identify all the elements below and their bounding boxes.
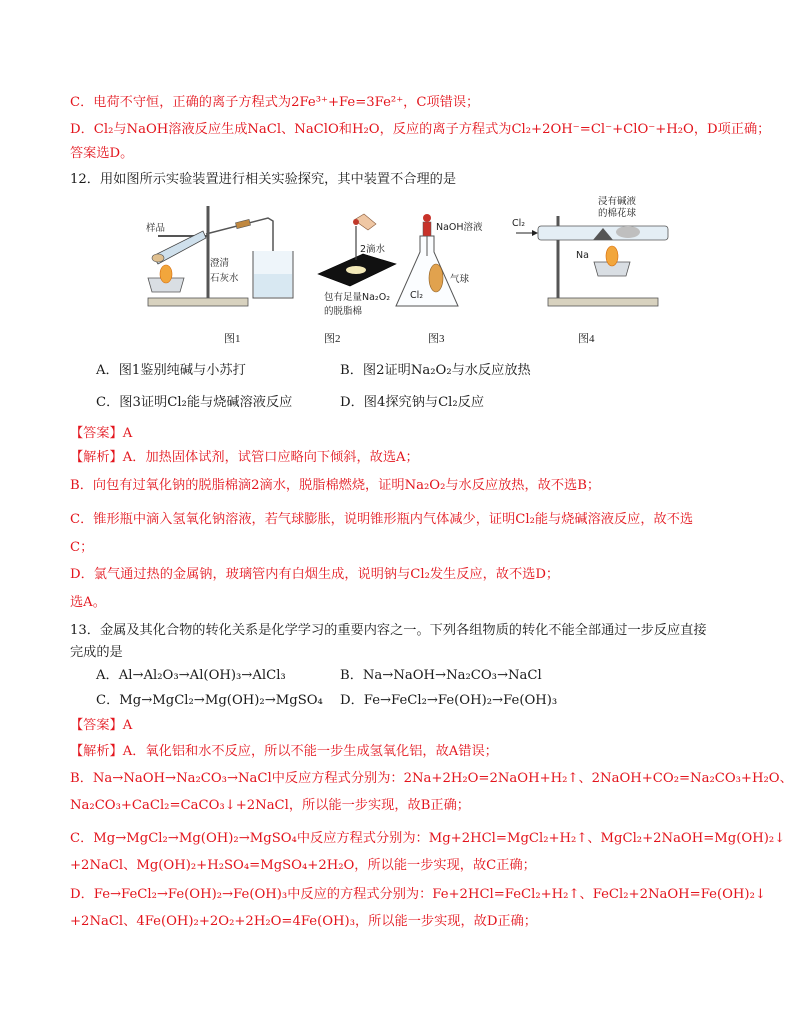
fig1-label-limewater-2: 石灰水 bbox=[210, 273, 239, 284]
q13-analysis-b-2: Na₂CO₃+CaCl₂=CaCO₃↓+2NaCl，所以能一步实现，故B正确； bbox=[70, 798, 470, 813]
q12-option-d: D．图4探究钠与Cl₂反应 bbox=[340, 395, 485, 410]
q13-analysis-c-1: C．Mg→MgCl₂→Mg(OH)₂→MgSO₄中反应方程式分别为：Mg+2HCl=MgCl₂+H₂↑、MgCl₂+2NaOH=Mg(OH)₂↓ bbox=[70, 831, 786, 846]
q13-option-d: D．Fe→FeCl₂→Fe(OH)₂→Fe(OH)₃ bbox=[340, 693, 558, 708]
q11-option-c-explanation: C．电荷不守恒，正确的离子方程式为2Fe³⁺+Fe=3Fe²⁺，C项错误； bbox=[70, 95, 480, 110]
fig2-caption: 图2 bbox=[324, 333, 341, 345]
q12-answer: 【答案】A bbox=[70, 426, 133, 441]
q13-analysis-d-2: +2NaCl、4Fe(OH)₂+2O₂+2H₂O=4Fe(OH)₃，所以能一步实现，故D正确； bbox=[70, 914, 537, 929]
q12-option-b: B．图2证明Na₂O₂与水反应放热 bbox=[340, 363, 531, 378]
fig4-label-cotton-1: 浸有碱液 bbox=[598, 196, 637, 207]
q12-conclusion: 选A。 bbox=[70, 595, 106, 610]
fig2-label-water: 2滴水 bbox=[360, 244, 386, 255]
q12-analysis-c-2: C； bbox=[70, 540, 94, 555]
fig4-caption: 图4 bbox=[578, 333, 595, 345]
q13-analysis-c-2: +2NaCl、Mg(OH)₂+H₂SO₄=MgSO₄+2H₂O，所以能一步实现，故C正确； bbox=[70, 858, 536, 873]
fig1-label-sample: 样品 bbox=[146, 223, 166, 234]
fig4-label-cl2: Cl₂ bbox=[512, 218, 526, 229]
q12-option-a: A．图1鉴别纯碱与小苏打 bbox=[96, 363, 246, 378]
q12-analysis-b: B．向包有过氧化钠的脱脂棉滴2滴水，脱脂棉燃烧，证明Na₂O₂与水反应放热，故不选B； bbox=[70, 478, 601, 493]
fig3-label-cl2: Cl₂ bbox=[410, 290, 424, 301]
q13-option-c: C．Mg→MgCl₂→Mg(OH)₂→MgSO₄ bbox=[96, 693, 323, 708]
q13-option-b: B．Na→NaOH→Na₂CO₃→NaCl bbox=[340, 668, 542, 683]
q12-analysis-d: D．氯气通过热的金属钠，玻璃管内有白烟生成，说明钠与Cl₂发生反应，故不选D； bbox=[70, 567, 560, 582]
q12-analysis-c-1: C．锥形瓶中滴入氢氧化钠溶液，若气球膨胀，说明锥形瓶内气体减少，证明Cl₂能与烧碱溶液反应，故不选 bbox=[70, 512, 694, 527]
apparatus-diagram bbox=[128, 196, 678, 346]
fig3-apparatus bbox=[396, 214, 483, 306]
q13-analysis-d-1: D．Fe→FeCl₂→Fe(OH)₂→Fe(OH)₃中反应的方程式分别为：Fe+2HCl=FeCl₂+H₂↑、FeCl₂+2NaOH=Fe(OH)₂↓ bbox=[70, 887, 766, 902]
fig4-label-cotton-2: 的棉花球 bbox=[598, 208, 637, 219]
fig2-label-cotton-2: 的脱脂棉 bbox=[324, 306, 363, 317]
fig1-apparatus bbox=[146, 206, 293, 306]
fig3-label-balloon: 气球 bbox=[450, 274, 470, 285]
fig4-label-na: Na bbox=[576, 250, 589, 261]
q12-analysis-a: 【解析】A．加热固体试剂，试管口应略向下倾斜，故选A； bbox=[70, 450, 419, 465]
q13-analysis-b-1: B．Na→NaOH→Na₂CO₃→NaCl中反应方程式分别为：2Na+2H₂O=2NaOH+H₂↑、2NaOH+CO₂=Na₂CO₃+H₂O、 bbox=[70, 771, 793, 786]
fig3-caption: 图3 bbox=[428, 333, 445, 345]
q13-analysis-a: 【解析】A．氧化铝和水不反应，所以不能一步生成氢氧化铝，故A错误； bbox=[70, 744, 498, 759]
q11-conclusion: 答案选D。 bbox=[70, 146, 134, 161]
q13-stem-line-1: 13．金属及其化合物的转化关系是化学学习的重要内容之一。下列各组物质的转化不能全部通过一步反应直接 bbox=[70, 623, 707, 638]
fig2-label-cotton-1: 包有足量Na₂O₂ bbox=[324, 292, 391, 303]
fig1-caption: 图1 bbox=[224, 333, 241, 345]
q13-answer: 【答案】A bbox=[70, 718, 133, 733]
fig1-label-limewater-1: 澄清 bbox=[210, 258, 230, 269]
q13-stem-line-2: 完成的是 bbox=[70, 645, 123, 660]
q11-option-d-explanation: D．Cl₂与NaOH溶液反应生成NaCl、NaClO和H₂O，反应的离子方程式为Cl₂+2OH⁻=Cl⁻+ClO⁻+H₂O，D项正确； bbox=[70, 122, 771, 137]
fig3-label-naoh: NaOH溶液 bbox=[436, 222, 483, 233]
q12-option-c: C．图3证明Cl₂能与烧碱溶液反应 bbox=[96, 395, 293, 410]
q12-stem: 12．用如图所示实验装置进行相关实验探究，其中装置不合理的是 bbox=[70, 172, 457, 187]
fig4-apparatus bbox=[512, 196, 668, 306]
q12-apparatus-figure bbox=[128, 196, 678, 346]
fig2-apparatus bbox=[318, 214, 396, 317]
q13-option-a: A．Al→Al₂O₃→Al(OH)₃→AlCl₃ bbox=[96, 668, 286, 683]
